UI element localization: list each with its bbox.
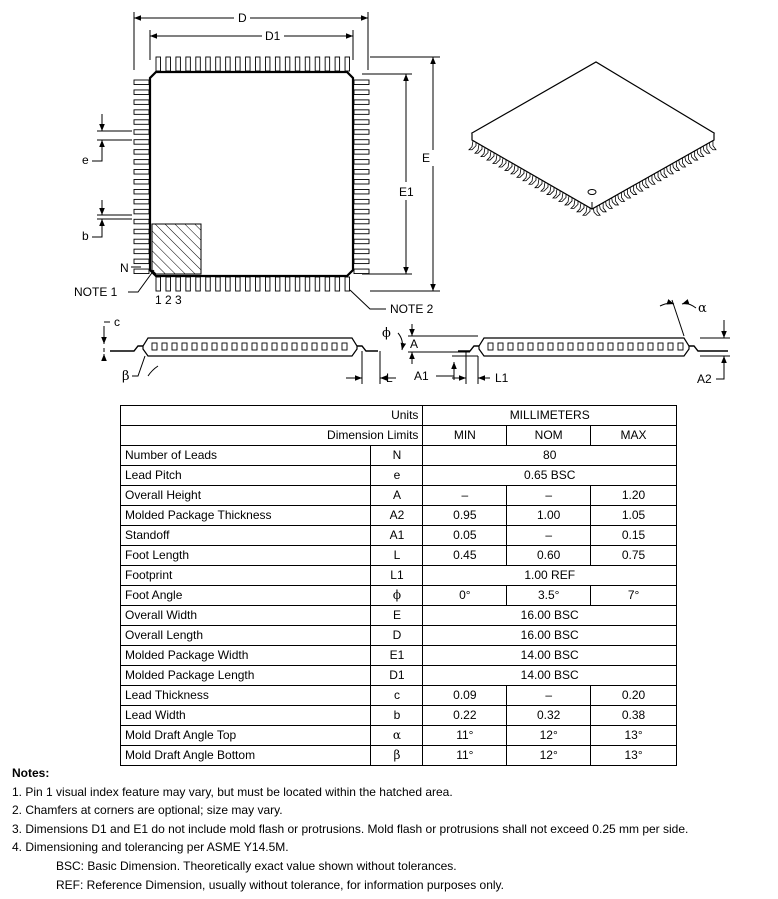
table-row xyxy=(121,506,677,526)
row-nom-cell: 12° xyxy=(507,746,591,766)
side-lead xyxy=(548,343,553,350)
row-symbol-cell: A1 xyxy=(371,526,423,546)
note-4: 4. Dimensioning and tolerancing per ASME Y14.5M. xyxy=(12,840,289,855)
row-symbol-cell: L1 xyxy=(371,566,423,586)
side-lead xyxy=(292,343,297,350)
row-symbol-cell: α xyxy=(371,726,423,746)
col-max: MAX xyxy=(591,426,677,446)
lead-bottom xyxy=(246,277,251,291)
lead-bottom xyxy=(186,277,191,291)
overall-height-label: A xyxy=(410,337,419,351)
lead-right xyxy=(354,199,369,204)
row-name-cell: Lead Thickness xyxy=(121,686,371,706)
side-lead xyxy=(232,343,237,350)
lead-left xyxy=(134,189,149,194)
row-value-cell: 80 xyxy=(423,446,677,466)
footprint-label: L1 xyxy=(495,371,509,385)
table-row xyxy=(121,686,677,706)
lead-right xyxy=(354,209,369,214)
row-nom-cell: 12° xyxy=(507,726,591,746)
lead-right xyxy=(354,140,369,145)
row-name-cell: Number of Leads xyxy=(121,446,371,466)
lead-right xyxy=(354,239,369,244)
row-max-cell: 0.15 xyxy=(591,526,677,546)
side-lead xyxy=(508,343,513,350)
iso-pin1-dot xyxy=(588,190,596,195)
standoff-label: A1 xyxy=(414,369,429,383)
row-name-cell: Overall Width xyxy=(121,606,371,626)
side-lead xyxy=(658,343,663,350)
row-name-cell: Molded Package Width xyxy=(121,646,371,666)
dim-e-label: E xyxy=(422,151,431,165)
limits-label: Dimension Limits xyxy=(121,426,423,446)
row-name-cell: Overall Length xyxy=(121,626,371,646)
table-row xyxy=(121,666,677,686)
side-lead xyxy=(182,343,187,350)
table-row xyxy=(121,446,677,466)
row-min-cell: 0.45 xyxy=(423,546,507,566)
lead-left xyxy=(134,90,149,95)
lead-top xyxy=(295,57,300,71)
lead-top xyxy=(275,57,280,71)
lead-left xyxy=(134,100,149,105)
lead-right xyxy=(354,80,369,85)
row-nom-cell: 1.00 xyxy=(507,506,591,526)
row-min-cell: 0.09 xyxy=(423,686,507,706)
lead-bottom xyxy=(256,277,261,291)
side-lead xyxy=(518,343,523,350)
lead-right xyxy=(354,229,369,234)
side-lead xyxy=(272,343,277,350)
side-lead xyxy=(568,343,573,350)
row-min-cell: 0° xyxy=(423,586,507,606)
note-3: 3. Dimensions D1 and E1 do not include mold flash or protrusions. Mold flash or protrusions shall not exceed 0.25 mm per side. xyxy=(12,821,689,836)
lead-right xyxy=(354,130,369,135)
row-symbol-cell: L xyxy=(371,546,423,566)
lead-left xyxy=(134,259,149,264)
side-lead xyxy=(588,343,593,350)
note-2: 2. Chamfers at corners are optional; size may vary. xyxy=(12,803,283,818)
side-lead xyxy=(322,343,327,350)
table-row xyxy=(121,566,677,586)
lead-bottom xyxy=(345,277,350,291)
side-lead xyxy=(538,343,543,350)
lead-top xyxy=(216,57,221,71)
row-nom-cell: – xyxy=(507,686,591,706)
lead-left xyxy=(134,120,149,125)
lead-bottom xyxy=(335,277,340,291)
lead-right xyxy=(354,150,369,155)
row-nom-cell: 3.5° xyxy=(507,586,591,606)
row-max-cell: 7° xyxy=(591,586,677,606)
lead-left xyxy=(134,140,149,145)
row-symbol-cell: E1 xyxy=(371,646,423,666)
lead-right xyxy=(354,100,369,105)
row-name-cell: Mold Draft Angle Top xyxy=(121,726,371,746)
row-symbol-cell: β xyxy=(371,746,423,766)
lead-left xyxy=(134,219,149,224)
note2-callout: NOTE 2 xyxy=(390,302,434,316)
lead-left xyxy=(134,239,149,244)
lead-top xyxy=(246,57,251,71)
side-lead xyxy=(262,343,267,350)
lead-bottom xyxy=(275,277,280,291)
table-header-limits xyxy=(121,426,677,446)
row-value-cell: 14.00 BSC xyxy=(423,646,677,666)
side-lead xyxy=(498,343,503,350)
row-max-cell: 13° xyxy=(591,746,677,766)
draft-top-label: α xyxy=(698,301,707,316)
lead-bottom xyxy=(196,277,201,291)
lead-left xyxy=(134,269,149,274)
side-lead xyxy=(242,343,247,350)
body-thickness-label: A2 xyxy=(697,372,712,386)
row-max-cell: 0.38 xyxy=(591,706,677,726)
foot-length-label: L xyxy=(386,371,393,385)
row-value-cell: 0.65 BSC xyxy=(423,466,677,486)
lead-bottom xyxy=(176,277,181,291)
lead-bottom xyxy=(216,277,221,291)
package-drawing xyxy=(0,0,778,400)
side-lead xyxy=(252,343,257,350)
table-row xyxy=(121,726,677,746)
row-value-cell: 16.00 BSC xyxy=(423,626,677,646)
col-min: MIN xyxy=(423,426,507,446)
lead-top xyxy=(345,57,350,71)
row-symbol-cell: E xyxy=(371,606,423,626)
table-row xyxy=(121,526,677,546)
lead-right xyxy=(354,110,369,115)
lead-right xyxy=(354,180,369,185)
table-row xyxy=(121,706,677,726)
row-symbol-cell: c xyxy=(371,686,423,706)
lead-top xyxy=(166,57,171,71)
table-row xyxy=(121,606,677,626)
lead-pitch-label: e xyxy=(82,153,89,167)
side-lead xyxy=(172,343,177,350)
lead-right xyxy=(354,120,369,125)
lead-thickness-label: c xyxy=(114,315,120,329)
lead-top xyxy=(265,57,270,71)
lead-left xyxy=(134,229,149,234)
lead-top xyxy=(186,57,191,71)
side-lead xyxy=(578,343,583,350)
lead-right xyxy=(354,90,369,95)
side-lead xyxy=(528,343,533,350)
row-name-cell: Lead Width xyxy=(121,706,371,726)
row-min-cell: 0.95 xyxy=(423,506,507,526)
side-lead xyxy=(488,343,493,350)
lead-top xyxy=(206,57,211,71)
notes-title: Notes: xyxy=(12,766,50,780)
lead-right xyxy=(354,170,369,175)
lead-right xyxy=(354,160,369,165)
table-row xyxy=(121,466,677,486)
table-row xyxy=(121,646,677,666)
lead-right xyxy=(354,189,369,194)
table-row xyxy=(121,546,677,566)
lead-width-label: b xyxy=(82,229,89,243)
row-min-cell: 11° xyxy=(423,746,507,766)
foot-angle-label: ϕ xyxy=(382,326,391,341)
lead-bottom xyxy=(295,277,300,291)
lead-top xyxy=(285,57,290,71)
side-lead xyxy=(342,343,347,350)
draft-bottom-label: β xyxy=(122,369,130,384)
side-lead xyxy=(678,343,683,350)
side-lead xyxy=(608,343,613,350)
dim-d1-label: D1 xyxy=(265,29,281,43)
side-lead xyxy=(618,343,623,350)
side-lead xyxy=(668,343,673,350)
dim-d-label: D xyxy=(238,11,247,25)
row-value-cell: 16.00 BSC xyxy=(423,606,677,626)
lead-bottom xyxy=(305,277,310,291)
row-name-cell: Foot Angle xyxy=(121,586,371,606)
dimension-table xyxy=(120,405,677,766)
lead-left xyxy=(134,249,149,254)
pin1-hatched-area xyxy=(152,224,201,274)
top-view xyxy=(74,11,440,316)
pin-numbers-label: 1 2 3 xyxy=(155,293,182,307)
row-symbol-cell: N xyxy=(371,446,423,466)
row-symbol-cell: A2 xyxy=(371,506,423,526)
lead-top xyxy=(156,57,161,71)
row-symbol-cell: ϕ xyxy=(371,586,423,606)
row-nom-cell: 0.32 xyxy=(507,706,591,726)
side-lead xyxy=(598,343,603,350)
side-lead xyxy=(312,343,317,350)
lead-left xyxy=(134,80,149,85)
lead-top xyxy=(236,57,241,71)
row-nom-cell: – xyxy=(507,526,591,546)
row-name-cell: Lead Pitch xyxy=(121,466,371,486)
row-max-cell: 0.75 xyxy=(591,546,677,566)
side-lead xyxy=(628,343,633,350)
row-name-cell: Footprint xyxy=(121,566,371,586)
side-lead xyxy=(222,343,227,350)
dimension-table-body xyxy=(121,406,677,766)
table-row xyxy=(121,586,677,606)
side-lead xyxy=(648,343,653,350)
side-view-left xyxy=(104,315,403,385)
row-value-cell: 1.00 REF xyxy=(423,566,677,586)
row-symbol-cell: b xyxy=(371,706,423,726)
notes-section xyxy=(12,764,688,894)
row-symbol-cell: A xyxy=(371,486,423,506)
table-row xyxy=(121,746,677,766)
side-lead xyxy=(152,343,157,350)
lead-bottom xyxy=(166,277,171,291)
lead-right xyxy=(354,259,369,264)
side-lead xyxy=(212,343,217,350)
lead-top xyxy=(256,57,261,71)
row-min-cell: 0.05 xyxy=(423,526,507,546)
row-name-cell: Overall Height xyxy=(121,486,371,506)
units-label: Units xyxy=(121,406,423,426)
lead-left xyxy=(134,199,149,204)
lead-left xyxy=(134,209,149,214)
note-1: 1. Pin 1 visual index feature may vary, but must be located within the hatched area. xyxy=(12,784,453,799)
side-lead xyxy=(282,343,287,350)
note-ref: REF: Reference Dimension, usually without tolerance, for information purposes only. xyxy=(56,877,504,892)
lead-left xyxy=(134,130,149,135)
isometric-view xyxy=(469,62,716,215)
side-lead xyxy=(202,343,207,350)
row-nom-cell: 0.60 xyxy=(507,546,591,566)
units-value: MILLIMETERS xyxy=(423,406,677,426)
side-lead xyxy=(638,343,643,350)
lead-top xyxy=(325,57,330,71)
row-max-cell: 13° xyxy=(591,726,677,746)
lead-bottom xyxy=(315,277,320,291)
lead-bottom xyxy=(156,277,161,291)
row-name-cell: Standoff xyxy=(121,526,371,546)
lead-right xyxy=(354,249,369,254)
row-name-cell: Foot Length xyxy=(121,546,371,566)
side-lead xyxy=(332,343,337,350)
lead-top xyxy=(176,57,181,71)
row-max-cell: 0.20 xyxy=(591,686,677,706)
lead-left xyxy=(134,160,149,165)
table-header-units xyxy=(121,406,677,426)
row-min-cell: 11° xyxy=(423,726,507,746)
lead-left xyxy=(134,170,149,175)
table-row xyxy=(121,626,677,646)
lead-left xyxy=(134,180,149,185)
side-lead xyxy=(162,343,167,350)
side-lead xyxy=(192,343,197,350)
lead-left xyxy=(134,110,149,115)
row-max-cell: 1.20 xyxy=(591,486,677,506)
row-value-cell: 14.00 BSC xyxy=(423,666,677,686)
lead-top xyxy=(315,57,320,71)
col-nom: NOM xyxy=(507,426,591,446)
lead-top xyxy=(305,57,310,71)
lead-bottom xyxy=(285,277,290,291)
pin-n-label: N xyxy=(120,261,129,275)
row-min-cell: 0.22 xyxy=(423,706,507,726)
row-max-cell: 1.05 xyxy=(591,506,677,526)
row-min-cell: – xyxy=(423,486,507,506)
lead-top xyxy=(196,57,201,71)
row-name-cell: Molded Package Thickness xyxy=(121,506,371,526)
lead-bottom xyxy=(226,277,231,291)
lead-right xyxy=(354,269,369,274)
row-name-cell: Mold Draft Angle Bottom xyxy=(121,746,371,766)
lead-bottom xyxy=(206,277,211,291)
lead-bottom xyxy=(236,277,241,291)
note1-callout: NOTE 1 xyxy=(74,285,118,299)
note-bsc: BSC: Basic Dimension. Theoretically exact value shown without tolerances. xyxy=(56,858,457,873)
row-symbol-cell: D1 xyxy=(371,666,423,686)
row-name-cell: Molded Package Length xyxy=(121,666,371,686)
side-lead xyxy=(558,343,563,350)
dim-e1-label: E1 xyxy=(399,185,414,199)
side-lead xyxy=(302,343,307,350)
row-nom-cell: – xyxy=(507,486,591,506)
lead-bottom xyxy=(325,277,330,291)
table-row xyxy=(121,486,677,506)
row-symbol-cell: D xyxy=(371,626,423,646)
lead-bottom xyxy=(265,277,270,291)
lead-top xyxy=(226,57,231,71)
row-symbol-cell: e xyxy=(371,466,423,486)
lead-left xyxy=(134,150,149,155)
side-view-right xyxy=(408,300,730,386)
lead-top xyxy=(335,57,340,71)
lead-right xyxy=(354,219,369,224)
